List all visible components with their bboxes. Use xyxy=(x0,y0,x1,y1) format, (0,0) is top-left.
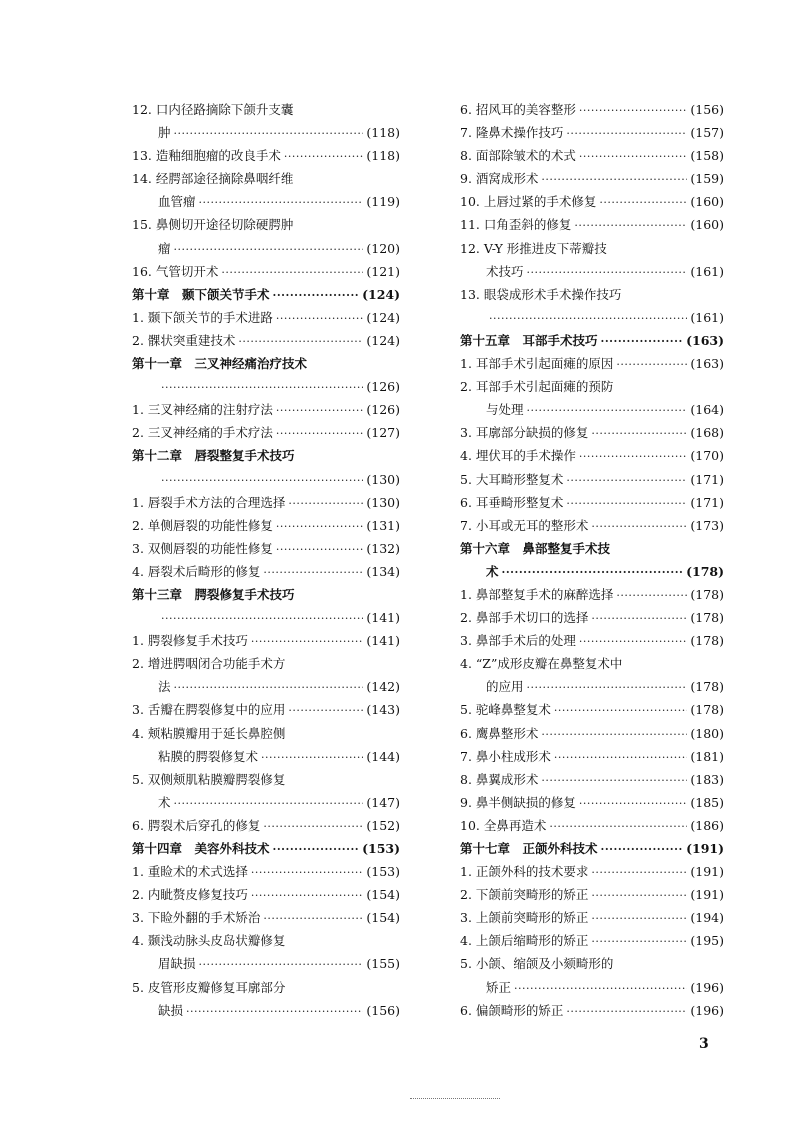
toc-entry xyxy=(132,976,400,999)
toc-entry xyxy=(460,999,724,1022)
toc-entry xyxy=(460,583,724,606)
dot-leader xyxy=(273,838,360,861)
dot-leader xyxy=(601,838,684,861)
toc-page-number: (127) xyxy=(366,425,400,441)
toc-entry xyxy=(460,929,724,952)
toc-entry-title: 4. “Z”成形皮瓣在鼻整复术中 xyxy=(460,656,623,672)
toc-entry-title: 1. 重睑术的术式选择 xyxy=(132,864,248,880)
toc-entry-title: 粘膜的腭裂修复术 xyxy=(158,748,259,764)
toc-entry xyxy=(460,398,724,421)
toc-page-number: (144) xyxy=(366,748,400,764)
toc-page-number: (191) xyxy=(690,887,724,903)
toc-entry xyxy=(460,237,724,260)
toc-entry xyxy=(132,675,400,698)
toc-page-number: (196) xyxy=(690,1002,724,1018)
toc-entry xyxy=(132,906,400,929)
toc-entry xyxy=(460,860,724,883)
toc-page-number: (152) xyxy=(366,817,400,833)
toc-entry-title: 2. 下颌前突畸形的矫正 xyxy=(460,887,589,903)
dot-leader xyxy=(579,445,687,468)
dot-leader xyxy=(579,630,687,653)
toc-entry xyxy=(132,999,400,1022)
toc-entry-title: 5. 大耳畸形整复术 xyxy=(460,471,564,487)
toc-entry-title: 眉缺损 xyxy=(158,956,196,972)
toc-page-number: (154) xyxy=(366,910,400,926)
dot-leader xyxy=(221,261,363,284)
toc-entry xyxy=(132,306,400,329)
toc-entry-title: 法 xyxy=(158,679,171,695)
toc-entry-title: 矫正 xyxy=(486,979,512,995)
toc-entry-title: 第十四章 美容外科技术 xyxy=(132,841,270,856)
dot-leader xyxy=(591,930,687,953)
toc-page-number: (196) xyxy=(690,979,724,995)
toc-page-number: (134) xyxy=(366,563,400,579)
toc-entry xyxy=(460,444,724,467)
toc-entry xyxy=(460,375,724,398)
toc-page-number: (124) xyxy=(362,286,400,302)
toc-entry-title: 2. 三叉神经痛的手术疗法 xyxy=(132,425,273,441)
toc-page-number: (118) xyxy=(366,125,400,141)
dot-leader xyxy=(273,284,360,307)
dot-leader xyxy=(591,884,687,907)
dot-leader xyxy=(276,399,363,422)
toc-entry xyxy=(132,421,400,444)
toc-entry-title: 术 xyxy=(486,563,499,579)
toc-entry xyxy=(132,883,400,906)
toc-entry xyxy=(460,675,724,698)
dot-leader xyxy=(186,1000,363,1023)
page-number: 3 xyxy=(699,1036,709,1052)
dot-leader xyxy=(251,861,363,884)
toc-entry-title: 7. 鼻小柱成形术 xyxy=(460,748,551,764)
toc-entry xyxy=(460,283,724,306)
toc-entry xyxy=(132,791,400,814)
toc-entry xyxy=(460,768,724,791)
toc-page-number: (120) xyxy=(366,240,400,256)
toc-page-number: (161) xyxy=(690,263,724,279)
toc-entry xyxy=(132,213,400,236)
dot-leader xyxy=(591,515,687,538)
toc-entry xyxy=(460,468,724,491)
toc-entry xyxy=(132,375,400,398)
toc-entry-title: 6. 耳垂畸形整复术 xyxy=(460,494,564,510)
toc-page-number: (178) xyxy=(686,563,724,579)
toc-page-number: (132) xyxy=(366,540,400,556)
dot-leader xyxy=(566,492,687,515)
toc-entry-title: 的应用 xyxy=(486,679,524,695)
dot-leader xyxy=(263,561,363,584)
dot-leader xyxy=(276,538,363,561)
toc-entry-title: 2. 单侧唇裂的功能性修复 xyxy=(132,517,273,533)
toc-page-number: (171) xyxy=(690,471,724,487)
toc-entry-title: 3. 鼻部手术后的处理 xyxy=(460,633,576,649)
toc-page-number: (126) xyxy=(366,379,400,395)
dot-leader xyxy=(527,399,688,422)
toc-entry-title: 3. 舌瓣在腭裂修复中的应用 xyxy=(132,702,286,718)
toc-page-number: (180) xyxy=(690,725,724,741)
scan-mark xyxy=(410,1098,500,1102)
dot-leader xyxy=(554,699,687,722)
toc-entry xyxy=(460,952,724,975)
toc-page-number: (160) xyxy=(690,194,724,210)
toc-entry-title: 8. 鼻翼成形术 xyxy=(460,771,539,787)
toc-page-number: (178) xyxy=(690,702,724,718)
toc-entry xyxy=(132,745,400,768)
toc-entry-title: 4. 上颌后缩畸形的矫正 xyxy=(460,933,589,949)
toc-entry xyxy=(132,121,400,144)
toc-entry xyxy=(132,398,400,421)
toc-entry-title: 瘤 xyxy=(158,240,171,256)
toc-entry-title: 12. V-Y 形推进皮下蒂瓣技 xyxy=(460,240,607,256)
toc-entry-title: 第十五章 耳部手术技巧 xyxy=(460,332,598,348)
toc-entry-title: 3. 下睑外翻的手术矫治 xyxy=(132,910,261,926)
toc-page-number: (181) xyxy=(690,748,724,764)
toc-entry-title: 与处理 xyxy=(486,402,524,418)
toc-entry xyxy=(460,98,724,121)
toc-entry xyxy=(460,883,724,906)
toc-entry-title: 6. 鹰鼻整形术 xyxy=(460,725,539,741)
toc-entry-title: 3. 耳廓部分缺损的修复 xyxy=(460,425,589,441)
toc-page-number: (130) xyxy=(366,471,400,487)
dot-leader xyxy=(554,746,687,769)
toc-chapter-entry xyxy=(132,444,400,467)
toc-entry xyxy=(132,698,400,721)
toc-page-number: (178) xyxy=(690,633,724,649)
toc-entry-title: 7. 隆鼻术操作技巧 xyxy=(460,125,564,141)
dot-leader xyxy=(261,746,363,769)
toc-entry-title: 肿 xyxy=(158,125,171,141)
dot-leader xyxy=(161,469,363,492)
dot-leader xyxy=(238,330,363,353)
toc-entry xyxy=(132,652,400,675)
toc-page-number: (178) xyxy=(690,586,724,602)
toc-page-number: (119) xyxy=(366,194,400,210)
toc-chapter-entry xyxy=(132,837,400,860)
dot-leader xyxy=(599,191,687,214)
toc-page-number: (121) xyxy=(366,263,400,279)
toc-entry-title: 6. 偏颌畸形的矫正 xyxy=(460,1002,564,1018)
toc-entry-title: 第十二章 唇裂整复手术技巧 xyxy=(132,448,295,464)
dot-leader xyxy=(288,699,363,722)
toc-entry xyxy=(460,606,724,629)
toc-entry xyxy=(460,213,724,236)
dot-leader xyxy=(514,977,687,1000)
dot-leader xyxy=(276,515,363,538)
toc-entry-title: 1. 腭裂修复手术技巧 xyxy=(132,633,248,649)
toc-entry xyxy=(460,491,724,514)
dot-leader xyxy=(251,884,363,907)
toc-page-number: (124) xyxy=(366,309,400,325)
dot-leader xyxy=(591,607,687,630)
toc-entry-title: 5. 皮管形皮瓣修复耳廓部分 xyxy=(132,979,286,995)
toc-entry xyxy=(132,814,400,837)
dot-leader xyxy=(276,307,363,330)
toc-entry xyxy=(460,976,724,999)
toc-page-number: (160) xyxy=(690,217,724,233)
toc-entry xyxy=(132,167,400,190)
toc-entry-title: 1. 正颌外科的技术要求 xyxy=(460,864,589,880)
toc-entry-title: 4. 颞浅动脉头皮岛状瓣修复 xyxy=(132,933,286,949)
dot-leader xyxy=(288,492,363,515)
toc-entry-title: 14. 经腭部途径摘除鼻咽纤维 xyxy=(132,171,294,187)
toc-entry-title: 8. 面部除皱术的术式 xyxy=(460,148,576,164)
dot-leader xyxy=(527,676,688,699)
toc-entry-title: 9. 酒窝成形术 xyxy=(460,171,539,187)
toc-entry xyxy=(132,537,400,560)
toc-chapter-entry xyxy=(132,283,400,306)
toc-page-number: (191) xyxy=(690,864,724,880)
toc-entry-title: 4. 埋伏耳的手术操作 xyxy=(460,448,576,464)
toc-page-number: (185) xyxy=(690,794,724,810)
toc-entry-title: 16. 气管切开术 xyxy=(132,263,219,279)
toc-entry xyxy=(460,629,724,652)
toc-entry xyxy=(132,514,400,537)
toc-entry xyxy=(460,144,724,167)
toc-entry xyxy=(460,791,724,814)
toc-entry-title: 5. 驼峰鼻整复术 xyxy=(460,702,551,718)
toc-entry-title: 1. 耳部手术引起面瘫的原因 xyxy=(460,356,614,372)
toc-entry xyxy=(132,190,400,213)
toc-entry xyxy=(132,929,400,952)
dot-leader xyxy=(251,630,363,653)
toc-page-number: (143) xyxy=(366,702,400,718)
toc-page-number: (170) xyxy=(690,448,724,464)
toc-entry-title: 6. 招风耳的美容整形 xyxy=(460,102,576,117)
dot-leader xyxy=(566,469,687,492)
toc-entry xyxy=(132,722,400,745)
toc-entry xyxy=(132,260,400,283)
dot-leader xyxy=(263,907,363,930)
toc-entry-title: 3. 双侧唇裂的功能性修复 xyxy=(132,540,273,556)
dot-leader xyxy=(579,99,687,122)
toc-entry-title: 第十三章 腭裂修复手术技巧 xyxy=(132,586,295,602)
toc-entry xyxy=(460,167,724,190)
toc-right-column xyxy=(460,98,724,1022)
toc-page-number: (153) xyxy=(366,864,400,880)
dot-leader xyxy=(174,676,364,699)
toc-page-number: (163) xyxy=(686,332,724,348)
toc-entry-title: 12. 口内径路摘除下颌升支囊 xyxy=(132,102,294,117)
toc-entry-title: 第十七章 正颌外科技术 xyxy=(460,841,598,856)
toc-page-number: (156) xyxy=(366,1002,400,1018)
dot-leader xyxy=(591,907,687,930)
toc-page-number: (183) xyxy=(690,771,724,787)
dot-leader xyxy=(566,122,687,145)
toc-page-number: (158) xyxy=(690,148,724,164)
toc-entry xyxy=(460,260,724,283)
toc-entry xyxy=(132,606,400,629)
toc-entry xyxy=(132,329,400,352)
toc-entry xyxy=(460,906,724,929)
toc-chapter-entry xyxy=(460,329,724,352)
toc-entry xyxy=(460,814,724,837)
toc-entry-title: 9. 鼻半侧缺损的修复 xyxy=(460,794,576,810)
dot-leader xyxy=(527,261,688,284)
toc-page-number: (147) xyxy=(366,794,400,810)
toc-entry-title: 10. 全鼻再造术 xyxy=(460,817,547,833)
toc-page-number: (141) xyxy=(366,633,400,649)
dot-leader xyxy=(502,561,684,584)
toc-chapter-entry xyxy=(132,352,400,375)
toc-page-number: (161) xyxy=(690,309,724,325)
dot-leader xyxy=(174,238,364,261)
toc-entry-title: 10. 上唇过紧的手术修复 xyxy=(460,194,597,210)
toc-page-number: (173) xyxy=(690,517,724,533)
toc-entry xyxy=(132,952,400,975)
toc-entry-title: 第十章 颞下颌关节手术 xyxy=(132,286,270,302)
toc-left-column xyxy=(132,98,400,1022)
toc-page-number: (164) xyxy=(690,402,724,418)
toc-page-number: (124) xyxy=(366,332,400,348)
toc-entry-title: 13. 造釉细胞瘤的改良手术 xyxy=(132,148,281,164)
toc-entry-title: 血管瘤 xyxy=(158,194,196,210)
dot-leader xyxy=(616,584,687,607)
toc-page-number: (156) xyxy=(690,102,724,117)
toc-entry-title: 3. 上颌前突畸形的矫正 xyxy=(460,910,589,926)
dot-leader xyxy=(161,607,363,630)
toc-entry xyxy=(460,352,724,375)
toc-chapter-entry xyxy=(132,583,400,606)
toc-entry-title: 6. 腭裂术后穿孔的修复 xyxy=(132,817,261,833)
toc-entry-title: 第十六章 鼻部整复手术技 xyxy=(460,540,611,556)
dot-leader xyxy=(541,168,687,191)
toc-entry xyxy=(460,652,724,675)
toc-entry xyxy=(132,468,400,491)
toc-page-number: (171) xyxy=(690,494,724,510)
toc-entry xyxy=(460,745,724,768)
toc-entry xyxy=(460,698,724,721)
toc-entry xyxy=(132,629,400,652)
dot-leader xyxy=(574,214,687,237)
toc-entry xyxy=(132,491,400,514)
toc-entry-title: 第十一章 三叉神经痛治疗技术 xyxy=(132,356,308,372)
dot-leader xyxy=(541,723,687,746)
dot-leader xyxy=(174,792,364,815)
toc-entry-title: 2. 髁状突重建技术 xyxy=(132,332,236,348)
toc-entry xyxy=(460,514,724,537)
toc-entry-title: 2. 耳部手术引起面瘫的预防 xyxy=(460,379,614,395)
toc-entry xyxy=(460,121,724,144)
toc-entry xyxy=(460,190,724,213)
toc-entry-title: 15. 鼻侧切开途径切除硬腭肿 xyxy=(132,217,294,233)
toc-page-number: (155) xyxy=(366,956,400,972)
toc-page-number: (131) xyxy=(366,517,400,533)
toc-page-number: (154) xyxy=(366,887,400,903)
toc-entry-title: 2. 鼻部手术切口的选择 xyxy=(460,610,589,626)
toc-page-number: (142) xyxy=(366,679,400,695)
dot-leader xyxy=(591,422,687,445)
dot-leader xyxy=(199,953,364,976)
toc-entry-title: 2. 增进腭咽闭合功能手术方 xyxy=(132,656,286,672)
toc-entry-title: 4. 颊粘膜瓣用于延长鼻腔侧 xyxy=(132,725,286,741)
toc-page-number: (194) xyxy=(690,910,724,926)
dot-leader xyxy=(263,815,363,838)
toc-page-number: (178) xyxy=(690,610,724,626)
toc-page-number: (153) xyxy=(362,841,400,856)
toc-entry-title: 2. 内眦赘皮修复技巧 xyxy=(132,887,248,903)
toc-entry xyxy=(132,144,400,167)
dot-leader xyxy=(579,145,687,168)
toc-entry-title: 5. 小颌、缩颌及小颏畸形的 xyxy=(460,956,614,972)
toc-page-number: (168) xyxy=(690,425,724,441)
dot-leader xyxy=(276,422,363,445)
dot-leader xyxy=(161,376,363,399)
toc-page-number: (195) xyxy=(690,933,724,949)
dot-leader xyxy=(566,1000,687,1023)
toc-entry xyxy=(132,237,400,260)
dot-leader xyxy=(591,861,687,884)
toc-entry-title: 1. 颞下颌关节的手术进路 xyxy=(132,309,273,325)
toc-page-number: (126) xyxy=(366,402,400,418)
toc-entry xyxy=(132,768,400,791)
toc-entry-title: 1. 鼻部整复手术的麻醉选择 xyxy=(460,586,614,602)
toc-entry xyxy=(460,421,724,444)
toc-entry xyxy=(460,722,724,745)
toc-entry-title: 7. 小耳或无耳的整形术 xyxy=(460,517,589,533)
dot-leader xyxy=(541,769,687,792)
toc-entry-title: 1. 三叉神经痛的注射疗法 xyxy=(132,402,273,418)
toc-entry-title: 缺损 xyxy=(158,1002,184,1018)
dot-leader xyxy=(616,353,687,376)
dot-leader xyxy=(579,792,687,815)
toc-entry xyxy=(132,98,400,121)
toc-chapter-entry xyxy=(460,837,724,860)
toc-entry-title: 术 xyxy=(158,794,171,810)
toc-entry-title: 13. 眼袋成形术手术操作技巧 xyxy=(460,286,622,302)
toc-chapter-entry xyxy=(460,560,724,583)
toc-page-number: (191) xyxy=(686,841,724,856)
toc-page-number: (157) xyxy=(690,125,724,141)
toc-page-number: (159) xyxy=(690,171,724,187)
dot-leader xyxy=(489,307,687,330)
toc-page-number: (186) xyxy=(690,817,724,833)
toc-entry-title: 11. 口角歪斜的修复 xyxy=(460,217,572,233)
toc-entry xyxy=(132,560,400,583)
toc-page-number: (141) xyxy=(366,610,400,626)
toc-entry-title: 5. 双侧颊肌粘膜瓣腭裂修复 xyxy=(132,771,286,787)
toc-entry-title: 术技巧 xyxy=(486,263,524,279)
toc-entry xyxy=(460,306,724,329)
toc-page-number: (163) xyxy=(690,356,724,372)
toc-chapter-entry xyxy=(460,537,724,560)
toc-entry-title: 4. 唇裂术后畸形的修复 xyxy=(132,563,261,579)
dot-leader xyxy=(549,815,687,838)
toc-page-number: (118) xyxy=(366,148,400,164)
toc-entry xyxy=(132,860,400,883)
dot-leader xyxy=(601,330,684,353)
toc-page-number: (178) xyxy=(690,679,724,695)
dot-leader xyxy=(199,191,364,214)
dot-leader xyxy=(174,122,364,145)
dot-leader xyxy=(284,145,364,168)
toc-page-number: (130) xyxy=(366,494,400,510)
toc-entry-title: 1. 唇裂手术方法的合理选择 xyxy=(132,494,286,510)
